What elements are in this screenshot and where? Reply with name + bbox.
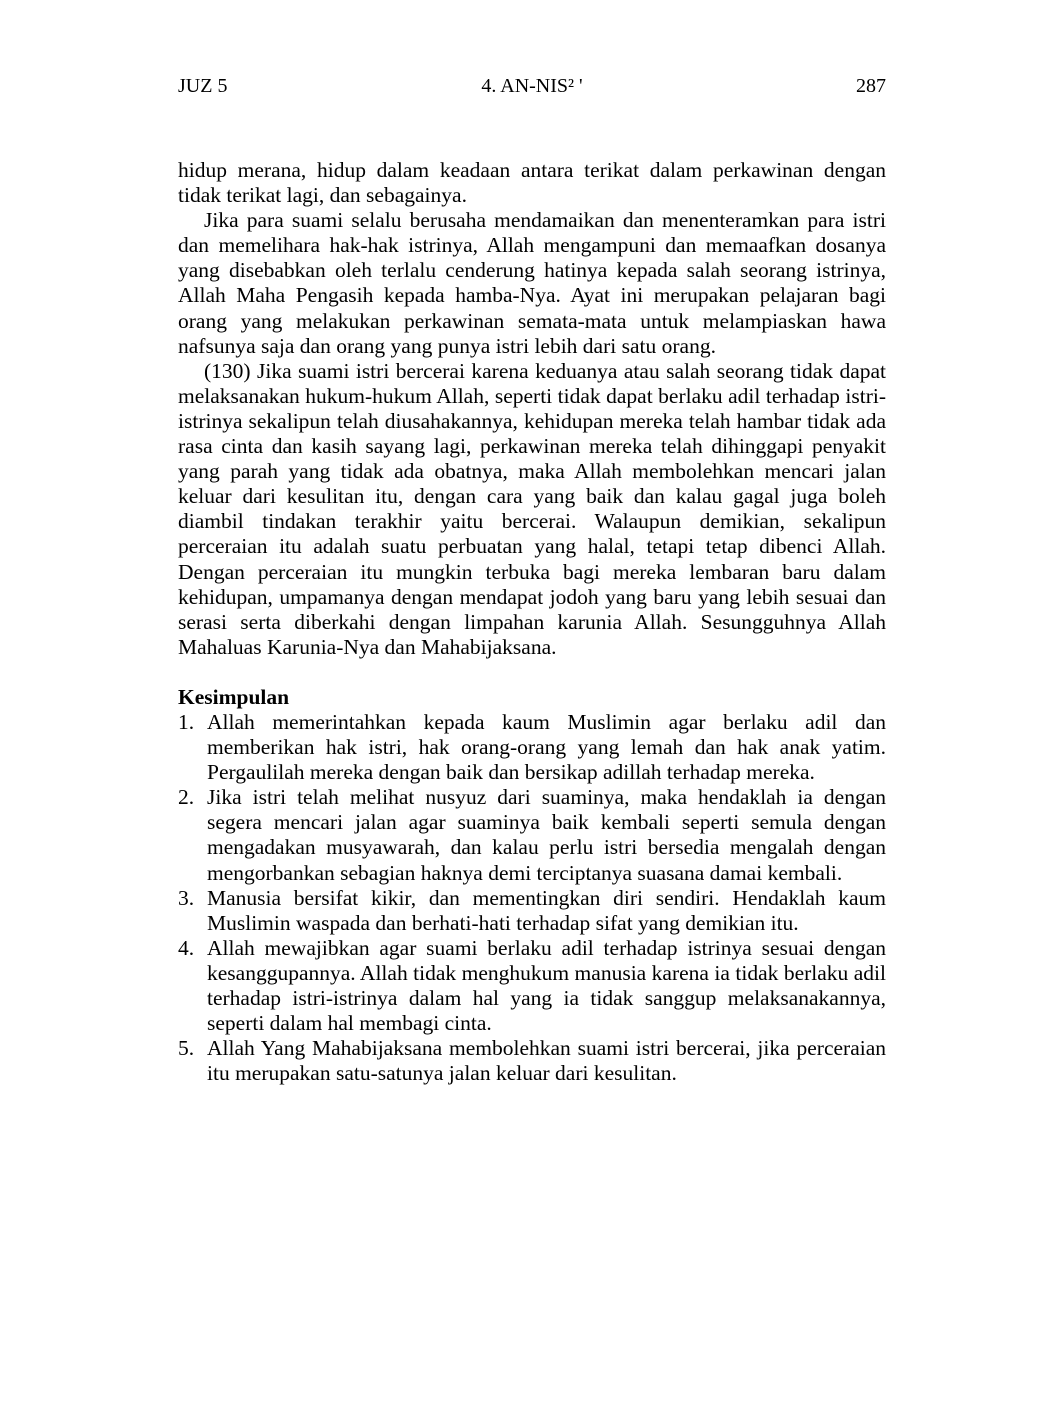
list-item-text: Allah Yang Mahabijaksana membolehkan suami istri bercerai, jika perceraian itu merupakan satu-satunya jalan keluar dari kesulitan.	[207, 1036, 886, 1086]
paragraph-continued: hidup merana, hidup dalam keadaan antara terikat dalam perkawinan dengan tidak terikat lagi, dan sebagainya.	[178, 158, 886, 208]
list-item-text: Allah mewajibkan agar suami berlaku adil terhadap istrinya sesuai dengan kesanggupannya. Allah tidak menghukum manusia karena ia tidak berlaku adil terhadap istri-istrinya dalam hal yang ia tidak sanggup melaksanakannya, seperti dalam hal membagi cinta.	[207, 935, 886, 1036]
page-body	[178, 158, 886, 1086]
list-item-text: Allah memerintahkan kepada kaum Muslimin agar berlaku adil dan memberikan hak istri, hak orang-orang yang lemah dan hak anak yatim. Pergaulilah mereka dengan baik dan bersikap adillah terhadap mereka.	[207, 709, 886, 785]
juz-label: JUZ 5	[178, 75, 228, 97]
surah-title: 4. AN-NIS² '	[481, 75, 583, 97]
list-item-number: 4.	[178, 935, 195, 960]
list-item	[178, 886, 886, 936]
list-item	[178, 936, 886, 1036]
list-item-text: Manusia bersifat kikir, dan mementingkan diri sendiri. Hendaklah kaum Muslimin waspada dan berhati-hati terhadap sifat yang demikian itu.	[207, 885, 886, 935]
conclusion-list	[178, 710, 886, 1086]
list-item-text: Jika istri telah melihat nusyuz dari suaminya, maka hendaklah ia dengan segera mencari jalan agar suaminya baik kembali seperti semula dengan mengadakan musyawarah, dan kalau perlu istri bersedia mengalah dengan mengorbankan sebagian haknya demi terciptanya suasana damai kembali.	[207, 785, 886, 885]
conclusion-heading: Kesimpulan	[178, 684, 290, 709]
list-item	[178, 1036, 886, 1086]
list-item-number: 1.	[178, 709, 195, 734]
paragraph: Jika para suami selalu berusaha mendamaikan dan menenteramkan para istri dan memelihara hak-hak istrinya, Allah mengampuni dan memaafkan dosanya yang disebabkan oleh terlalu cenderung hatinya kepada salah seorang istrinya, Allah Maha Pengasih kepada hamba-Nya. Ayat ini merupakan pelajaran bagi orang yang melakukan perkawinan semata-mata untuk melampiaskan hawa nafsunya saja dan orang yang punya istri lebih dari satu orang.	[178, 208, 886, 358]
list-item	[178, 785, 886, 885]
page-number: 287	[856, 75, 886, 97]
list-item-number: 5.	[178, 1036, 195, 1061]
list-item-number: 3.	[178, 885, 195, 910]
list-item	[178, 710, 886, 785]
list-item-number: 2.	[178, 785, 195, 810]
paragraph-verse-130: (130) Jika suami istri bercerai karena keduanya atau salah seorang tidak dapat melaksanakan hukum-hukum Allah, seperti tidak dapat berlaku adil terhadap istri-istrinya sekalipun telah diusahakannya, kehidupan mereka telah hambar tidak ada rasa cinta dan kasih sayang lagi, perkawinan mereka telah dihinggapi penyakit yang parah yang tidak ada obatnya, maka Allah membolehkan mencari jalan keluar dari kesulitan itu, dengan cara yang baik dan kalau gagal juga boleh diambil tindakan terakhir yaitu bercerai. Walaupun demikian, sekalipun perceraian itu adalah suatu perbuatan yang halal, tetapi tetap dibenci Allah. Dengan perceraian itu mungkin terbuka bagi mereka lembaran baru dalam kehidupan, umpamanya dengan mendapat jodoh yang baru yang lebih sesuai dan serasi serta diberkahi dengan limpahan karunia Allah. Sesungguhnya Allah Mahaluas Karunia-Nya dan Mahabijaksana.	[178, 358, 886, 659]
running-header	[178, 72, 886, 100]
